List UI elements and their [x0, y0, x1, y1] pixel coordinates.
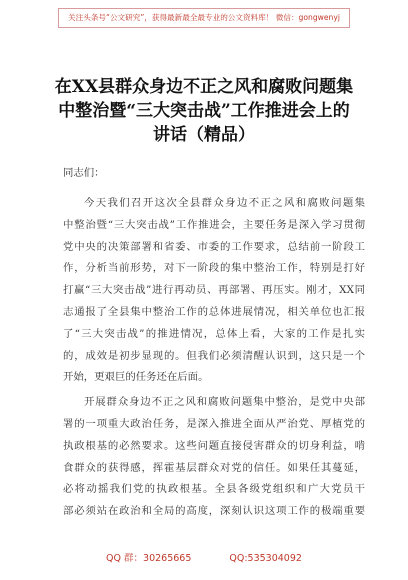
paragraph-line: 必将动摇我们党的执政根基。全县各级党组织和广大党员干: [63, 483, 365, 496]
paragraph-line: 的，成效是初步显现的。但我们必须清醒认识到，这只是一个: [63, 349, 365, 362]
footer-qq-group: QQ 群：30265665: [106, 553, 192, 564]
paragraph-line: 开始，更艰巨的任务还在后面。: [63, 371, 209, 384]
page-footer: [0, 552, 408, 566]
title-line: 讲话（精品）: [153, 125, 255, 145]
paragraph-line: 党中央的决策部署和省委、市委的工作要求，总结前一阶段工: [63, 240, 365, 253]
paragraph-line: 作，分析当前形势，对下一阶段的集中整治工作，特别是打好: [63, 262, 365, 275]
document-title: [32, 75, 376, 147]
footer-qq-number: QQ:535304092: [229, 553, 302, 564]
paragraph-line: 中整治暨“三大突击战”工作推进会，主要任务是深入学习贯彻: [63, 218, 365, 231]
paragraph-line: 了“三大突击战”的推进情况，总体上看，大家的工作是扎实: [63, 327, 365, 340]
paragraph-line: 食群众的获得感，挥霍基层群众对党的信任。如果任其蔓延，: [63, 461, 365, 474]
paragraph-line: 开展群众身边不正之风和腐败问题集中整治，是党中央部: [84, 396, 365, 409]
paragraph-line: 署的一项重大政治任务，是深入推进全面从严治党、厚植党的: [63, 417, 365, 430]
header-banner: 关注头条号“公文研究”，获得最新最全最专业的公文资料库！ 微信：gongwenyj: [58, 8, 350, 28]
title-line: 在XX县群众身边不正之风和腐败问题集: [54, 77, 354, 97]
title-line: 中整治暨“三大突击战”工作推进会上的: [58, 101, 350, 121]
paragraph-line: 志通报了全县集中整治工作的总体进展情况，相关单位也汇报: [63, 305, 365, 318]
paragraph: [63, 392, 365, 523]
salutation: 同志们：: [63, 167, 105, 179]
paragraph-line: 今天我们召开这次全县群众身边不正之风和腐败问题集: [84, 197, 365, 209]
paragraph-line: 部必须站在政治和全局的高度，深刻认识这项工作的极端重要: [63, 505, 365, 518]
paragraph-line: 执政根基的必然要求。这些问题直接侵害群众的切身利益，啃: [63, 439, 365, 452]
document-body: [63, 163, 365, 523]
paragraph: [63, 193, 365, 389]
paragraph-line: 打赢“三大突击战”进行再动员、再部署、再压实。刚才，XX同: [63, 284, 365, 297]
